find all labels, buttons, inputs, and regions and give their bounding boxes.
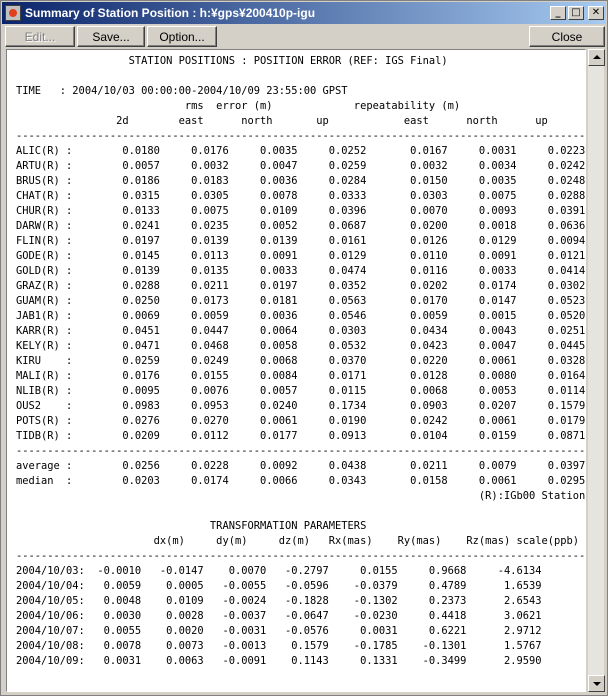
option-button[interactable]: Option...: [147, 26, 217, 47]
ref-note-line: (R):IGb00 Station: [478, 490, 586, 502]
station-row: KELY(R) : 0.0471 0.0468 0.0058 0.0532 0.0423 0.0047 0.0445: [16, 340, 586, 352]
median-row: median : 0.0203 0.0174 0.0066 0.0343 0.0158 0.0061 0.0295: [16, 475, 586, 487]
station-row: GRAZ(R) : 0.0288 0.0211 0.0197 0.0352 0.0202 0.0174 0.0302: [16, 280, 586, 292]
station-row: FLIN(R) : 0.0197 0.0139 0.0139 0.0161 0.0126 0.0129 0.0094: [16, 235, 586, 247]
station-row: ALIC(R) : 0.0180 0.0176 0.0035 0.0252 0.0167 0.0031 0.0223: [16, 145, 586, 157]
maximize-button[interactable]: [568, 6, 584, 20]
title-bar[interactable]: [2, 2, 606, 24]
minimize-button[interactable]: [550, 6, 566, 20]
separator-line: -------------------------------------------------------------------------------------------: [16, 445, 586, 457]
station-row: ARTU(R) : 0.0057 0.0032 0.0047 0.0259 0.0032 0.0034 0.0242: [16, 160, 586, 172]
app-icon[interactable]: [5, 5, 21, 21]
station-row: OUS2 : 0.0983 0.0953 0.0240 0.1734 0.0903 0.0207 0.1579: [16, 400, 586, 412]
station-row: MALI(R) : 0.0176 0.0155 0.0084 0.0171 0.0128 0.0080 0.0164: [16, 370, 586, 382]
transformation-header-line: dx(m) dy(m) dz(m) Rx(mas) Ry(mas) Rz(mas) scale(ppb): [153, 535, 580, 547]
station-row: GUAM(R) : 0.0250 0.0173 0.0181 0.0563 0.0170 0.0147 0.0523: [16, 295, 586, 307]
scroll-down-arrow-icon[interactable]: [588, 675, 605, 692]
transformation-row: 2004/10/07: 0.0055 0.0020 -0.0031 -0.0576 0.0031 0.6221 2.9712: [16, 625, 542, 637]
station-row: KIRU : 0.0259 0.0249 0.0068 0.0370 0.0220 0.0061 0.0328: [16, 355, 586, 367]
transformation-row: 2004/10/06: 0.0030 0.0028 -0.0037 -0.0647 -0.0230 0.4418 3.0621: [16, 610, 542, 622]
transformation-row: 2004/10/04: 0.0059 0.0005 -0.0055 -0.0596 -0.0379 0.4789 1.6539: [16, 580, 542, 592]
station-row: DARW(R) : 0.0241 0.0235 0.0052 0.0687 0.0200 0.0018 0.0636: [16, 220, 586, 232]
transformation-row: 2004/10/03: -0.0010 -0.0147 0.0070 -0.2797 0.0155 0.9668 -4.6134: [16, 565, 542, 577]
maximize-icon: □: [571, 7, 581, 18]
station-row: POTS(R) : 0.0276 0.0270 0.0061 0.0190 0.0242 0.0061 0.0179: [16, 415, 586, 427]
transformation-row: 2004/10/08: 0.0078 0.0073 -0.0013 0.1579 -0.1785 -0.1301 1.5767: [16, 640, 542, 652]
time-line: TIME : 2004/10/03 00:00:00-2004/10/09 23:55:00 GPST: [16, 85, 348, 97]
save-button[interactable]: Save...: [77, 26, 145, 47]
station-row: CHAT(R) : 0.0315 0.0305 0.0078 0.0333 0.0303 0.0075 0.0288: [16, 190, 586, 202]
group-header-line: rms error (m) repeatability (m): [184, 100, 461, 112]
separator-line: -------------------------------------------------------------------------------------------: [16, 550, 586, 562]
separator-line: -------------------------------------------------------------------------------------------: [16, 130, 586, 142]
report-text: [7, 50, 585, 669]
transformation-row: 2004/10/09: 0.0031 0.0063 -0.0091 0.1143 0.1331 -0.3499 2.9590: [16, 655, 542, 667]
close-window-button[interactable]: [588, 6, 604, 20]
station-row: CHUR(R) : 0.0133 0.0075 0.0109 0.0396 0.0070 0.0093 0.0391: [16, 205, 586, 217]
report-title: STATION POSITIONS : POSITION ERROR (REF: IGS Final): [128, 55, 448, 67]
minimize-icon: _: [555, 7, 561, 18]
window-title: Summary of Station Position : h:¥gps¥200410p-igu: [25, 6, 316, 20]
station-row: JAB1(R) : 0.0069 0.0059 0.0036 0.0546 0.0059 0.0015 0.0520: [16, 310, 586, 322]
close-icon: ✕: [591, 7, 601, 18]
transformation-title: TRANSFORMATION PARAMETERS: [209, 520, 367, 532]
scroll-up-arrow-icon[interactable]: [588, 49, 605, 66]
station-row: GODE(R) : 0.0145 0.0113 0.0091 0.0129 0.0110 0.0091 0.0121: [16, 250, 586, 262]
vertical-scrollbar[interactable]: [587, 49, 604, 692]
transformation-row: 2004/10/05: 0.0048 0.0109 -0.0024 -0.1828 -0.1302 0.2373 2.6543: [16, 595, 542, 607]
station-row: NLIB(R) : 0.0095 0.0076 0.0057 0.0115 0.0068 0.0053 0.0114: [16, 385, 586, 397]
close-button[interactable]: Close: [529, 26, 605, 47]
toolbar: [2, 25, 606, 47]
station-row: GOLD(R) : 0.0139 0.0135 0.0033 0.0474 0.0116 0.0033 0.0414: [16, 265, 586, 277]
column-header-line: 2d east north up east north up: [116, 115, 548, 127]
station-row: KARR(R) : 0.0451 0.0447 0.0064 0.0303 0.0434 0.0043 0.0251: [16, 325, 586, 337]
station-row: TIDB(R) : 0.0209 0.0112 0.0177 0.0913 0.0104 0.0159 0.0871: [16, 430, 586, 442]
report-text-area[interactable]: [6, 49, 586, 692]
edit-button[interactable]: Edit...: [5, 26, 75, 47]
average-row: average : 0.0256 0.0228 0.0092 0.0438 0.0211 0.0079 0.0397: [16, 460, 586, 472]
station-row: BRUS(R) : 0.0186 0.0183 0.0036 0.0284 0.0150 0.0035 0.0248: [16, 175, 586, 187]
